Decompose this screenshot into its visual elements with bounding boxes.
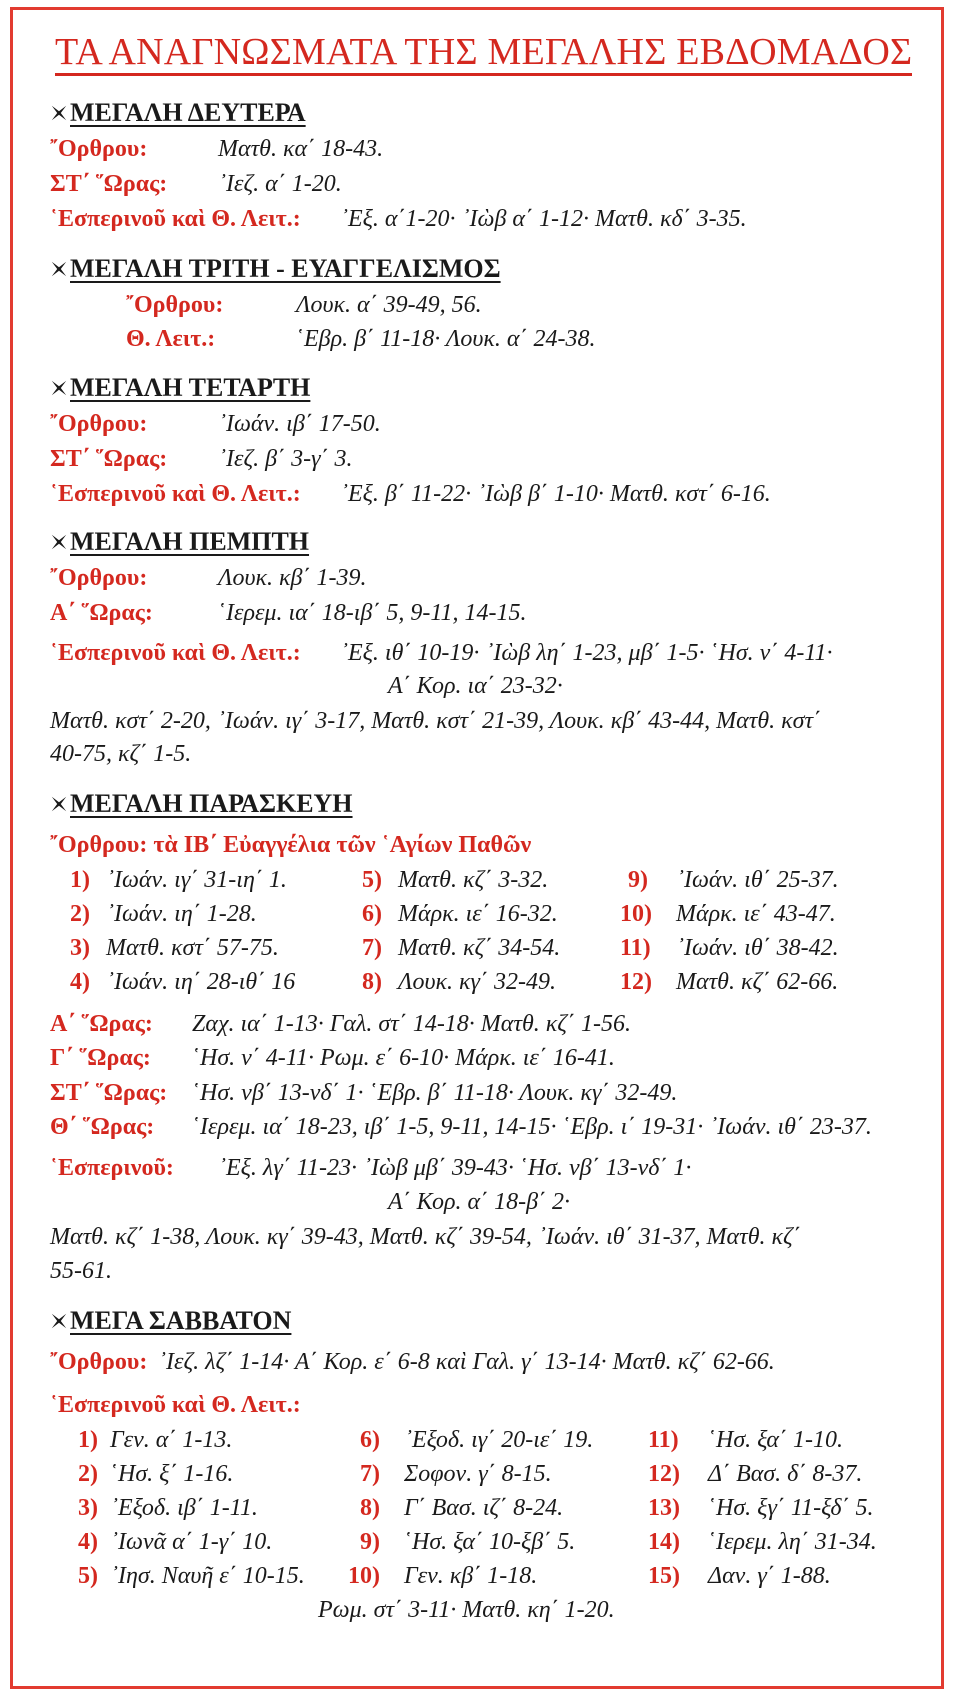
reading: ᾽Ιεζ. λζ΄ 1-14· Α΄ Κορ. ε΄ 6-8 καὶ Γαλ. γ΄ 13-14· Ματθ. κζ΄ 62-66. — [158, 1349, 775, 1375]
gospel-reading: ᾽Ιωάν. ιη΄ 28-ιθ΄ 16 — [106, 969, 296, 995]
reading-number: 1) — [78, 1427, 98, 1453]
section-heading-thursday: ΜΕΓΑΛΗ ΠΕΜΠΤΗ — [50, 527, 309, 557]
gospel-reading: ᾽Ιωάν. ιθ΄ 25-37. — [676, 867, 839, 893]
reading: ῾Ησ. ξα΄ 1-10. — [708, 1427, 844, 1453]
reading: ῾Ησ. ξγ΄ 11-ξδ΄ 5. — [708, 1495, 874, 1521]
reading: ᾽Ιεζ. α΄ 1-20. — [218, 171, 342, 197]
reading: ῾Ιερεμ. ια΄ 18-ιβ΄ 5, 9-11, 14-15. — [218, 600, 527, 626]
label: ῎Ορθρου: — [50, 136, 148, 162]
reading-number: 7) — [360, 1461, 380, 1487]
maltese-cross-icon — [50, 1312, 68, 1330]
reading-number: 4) — [78, 1529, 98, 1555]
reading-number: 15) — [648, 1563, 680, 1589]
gospel-reading: ᾽Ιωάν. ιγ΄ 31-ιη΄ 1. — [106, 867, 287, 893]
gospel-number: 9) — [628, 867, 648, 893]
reading: ᾽Εξ. β΄ 11-22· ᾽Ιὼβ β΄ 1-10· Ματθ. κστ΄ 6-16. — [340, 481, 771, 507]
section-heading-wednesday: ΜΕΓΑΛΗ ΤΕΤΑΡΤΗ — [50, 373, 310, 403]
reading: Ματθ. κστ΄ 2-20, ᾽Ιωάν. ιγ΄ 3-17, Ματθ. κστ΄ 21-39, Λουκ. κβ΄ 43-44, Ματθ. κστ΄ — [50, 708, 822, 734]
reading: ῾Ησ. ν΄ 4-11· Ρωμ. ε΄ 6-10· Μάρκ. ιε΄ 16-41. — [192, 1045, 615, 1071]
reading: ᾽Ιεζ. β΄ 3-γ΄ 3. — [218, 446, 353, 472]
reading: Ματθ. κα΄ 18-43. — [218, 136, 384, 162]
reading: ᾽Εξοδ. ιβ΄ 1-11. — [110, 1495, 258, 1521]
label: ΣΤ΄ ῞Ωρας: — [50, 171, 168, 197]
gospel-reading: ᾽Ιωάν. ιθ΄ 38-42. — [676, 935, 839, 961]
reading: ῾Ιερεμ. λη΄ 31-34. — [708, 1529, 877, 1555]
gospel-reading: Λουκ. κγ΄ 32-49. — [398, 969, 556, 995]
gospel-reading: Ματθ. κστ΄ 57-75. — [106, 935, 279, 961]
reading: ῾Ησ. ξ΄ 1-16. — [110, 1461, 234, 1487]
label: ῎Ορθρου: — [50, 565, 148, 591]
gospel-number: 8) — [362, 969, 382, 995]
reading: Ζαχ. ια΄ 1-13· Γαλ. στ΄ 14-18· Ματθ. κζ΄ 1-56. — [192, 1011, 631, 1037]
reading: ᾽Ιησ. Ναυῆ ε΄ 10-15. — [110, 1563, 305, 1589]
gospel-number: 12) — [620, 969, 652, 995]
label: ῎Ορθρου: — [50, 411, 148, 437]
reading-number: 6) — [360, 1427, 380, 1453]
section-heading-saturday: ΜΕΓΑ ΣΑΒΒΑΤΟΝ — [50, 1306, 291, 1336]
reading: Α΄ Κορ. α΄ 18-β΄ 2· — [388, 1189, 571, 1215]
reading-number: 12) — [648, 1461, 680, 1487]
gospel-number: 1) — [70, 867, 90, 893]
gospel-number: 4) — [70, 969, 90, 995]
label: ῾Εσπερινοῦ καὶ Θ. Λειτ.: — [50, 206, 301, 232]
reading: Ματθ. κζ΄ 1-38, Λουκ. κγ΄ 39-43, Ματθ. κζ΄ 39-54, ᾽Ιωάν. ιθ΄ 31-37, Ματθ. κζ΄ — [50, 1224, 801, 1250]
maltese-cross-icon — [50, 379, 68, 397]
label: ῾Εσπερινοῦ: — [50, 1155, 174, 1181]
reading: ῾Εβρ. β΄ 11-18· Λουκ. α΄ 24-38. — [296, 326, 596, 352]
maltese-cross-icon — [50, 533, 68, 551]
reading-number: 11) — [648, 1427, 679, 1453]
reading: Δ΄ Βασ. δ΄ 8-37. — [708, 1461, 863, 1487]
page-title: ΤΑ ΑΝΑΓΝΩΣΜΑΤΑ ΤΗΣ ΜΕΓΑΛΗΣ ΕΒΔΟΜΑΔΟΣ — [55, 30, 915, 74]
label: ῾Εσπερινοῦ καὶ Θ. Λειτ.: — [50, 640, 301, 666]
label: Α΄ ῞Ωρας: — [50, 600, 153, 626]
maltese-cross-icon — [50, 795, 68, 813]
gospel-number: 11) — [620, 935, 651, 961]
label: Θ΄ ῞Ωρας: — [50, 1114, 155, 1140]
reading: ᾽Εξ. α΄1-20· ᾽Ιὼβ α΄ 1-12· Ματθ. κδ΄ 3-35. — [340, 206, 747, 232]
reading: Γεν. α΄ 1-13. — [110, 1427, 233, 1453]
reading-number: 14) — [648, 1529, 680, 1555]
gospel-reading: Ματθ. κζ΄ 34-54. — [398, 935, 561, 961]
section-heading-friday: ΜΕΓΑΛΗ ΠΑΡΑΣΚΕΥΗ — [50, 789, 353, 819]
reading: ᾽Εξ. λγ΄ 11-23· ᾽Ιὼβ μβ΄ 39-43· ῾Ησ. νβ΄ 13-νδ΄ 1· — [218, 1155, 692, 1181]
gospel-reading: Μάρκ. ιε΄ 43-47. — [676, 901, 836, 927]
reading: ῾Ησ. νβ΄ 13-νδ΄ 1· ῾Εβρ. β΄ 11-18· Λουκ. κγ΄ 32-49. — [192, 1080, 678, 1106]
label: ῾Εσπερινοῦ καὶ Θ. Λειτ.: — [50, 481, 301, 507]
gospel-reading: ᾽Ιωάν. ιη΄ 1-28. — [106, 901, 257, 927]
reading-number: 2) — [78, 1461, 98, 1487]
reading: ᾽Ιωάν. ιβ΄ 17-50. — [218, 411, 381, 437]
reading-number: 9) — [360, 1529, 380, 1555]
gospel-number: 6) — [362, 901, 382, 927]
gospel-number: 2) — [70, 901, 90, 927]
reading: ᾽Εξοδ. ιγ΄ 20-ιε΄ 19. — [404, 1427, 594, 1453]
gospel-reading: Ματθ. κζ΄ 3-32. — [398, 867, 549, 893]
reading: ᾽Ιωνᾶ α΄ 1-γ΄ 10. — [110, 1529, 273, 1555]
label: ΣΤ΄ ῞Ωρας: — [50, 1080, 168, 1106]
gospel-number: 7) — [362, 935, 382, 961]
reading-number: 3) — [78, 1495, 98, 1521]
label: Γ΄ ῞Ωρας: — [50, 1045, 151, 1071]
label: Θ. Λειτ.: — [126, 326, 216, 352]
gospel-number: 10) — [620, 901, 652, 927]
reading: ῾Ιερεμ. ια΄ 18-23, ιβ΄ 1-5, 9-11, 14-15· ῾Εβρ. ι΄ 19-31· ᾽Ιωάν. ιθ΄ 23-37. — [192, 1114, 872, 1140]
label: ΣΤ΄ ῞Ωρας: — [50, 446, 168, 472]
reading: 40-75, κζ΄ 1-5. — [50, 741, 192, 767]
section-heading-monday: ΜΕΓΑΛΗ ΔΕΥΤΕΡΑ — [50, 98, 306, 128]
reading-number: 10) — [348, 1563, 380, 1589]
reading: ῾Ησ. ξα΄ 10-ξβ΄ 5. — [404, 1529, 576, 1555]
label: ῎Ορθρου: τὰ ΙΒ΄ Εὐαγγέλια τῶν ῾Αγίων Παθῶν — [50, 832, 532, 858]
label: ῎Ορθρου: — [50, 1349, 148, 1375]
reading: ᾽Εξ. ιθ΄ 10-19· ᾽Ιὼβ λη΄ 1-23, μβ΄ 1-5· ῾Ησ. ν΄ 4-11· — [340, 640, 833, 666]
gospel-number: 5) — [362, 867, 382, 893]
reading: Γ΄ Βασ. ιζ΄ 8-24. — [404, 1495, 564, 1521]
label: ῾Εσπερινοῦ καὶ Θ. Λειτ.: — [50, 1392, 301, 1418]
reading: Λουκ. κβ΄ 1-39. — [218, 565, 367, 591]
reading-number: 5) — [78, 1563, 98, 1589]
reading-number: 13) — [648, 1495, 680, 1521]
label: ῎Ορθρου: — [126, 292, 224, 318]
reading: Σοφον. γ΄ 8-15. — [404, 1461, 552, 1487]
maltese-cross-icon — [50, 260, 68, 278]
reading: Ρωμ. στ΄ 3-11· Ματθ. κη΄ 1-20. — [318, 1597, 615, 1623]
reading: 55-61. — [50, 1258, 112, 1284]
label: Α΄ ῞Ωρας: — [50, 1011, 153, 1037]
reading: Γεν. κβ΄ 1-18. — [404, 1563, 538, 1589]
reading: Δαν. γ΄ 1-88. — [708, 1563, 831, 1589]
gospel-number: 3) — [70, 935, 90, 961]
reading: Λουκ. α΄ 39-49, 56. — [296, 292, 482, 318]
reading-number: 8) — [360, 1495, 380, 1521]
gospel-reading: Μάρκ. ιε΄ 16-32. — [398, 901, 558, 927]
section-heading-tuesday: ΜΕΓΑΛΗ ΤΡΙΤΗ - ΕΥΑΓΓΕΛΙΣΜΟΣ — [50, 254, 501, 284]
gospel-reading: Ματθ. κζ΄ 62-66. — [676, 969, 839, 995]
reading: Α΄ Κορ. ια΄ 23-32· — [388, 673, 563, 699]
maltese-cross-icon — [50, 104, 68, 122]
